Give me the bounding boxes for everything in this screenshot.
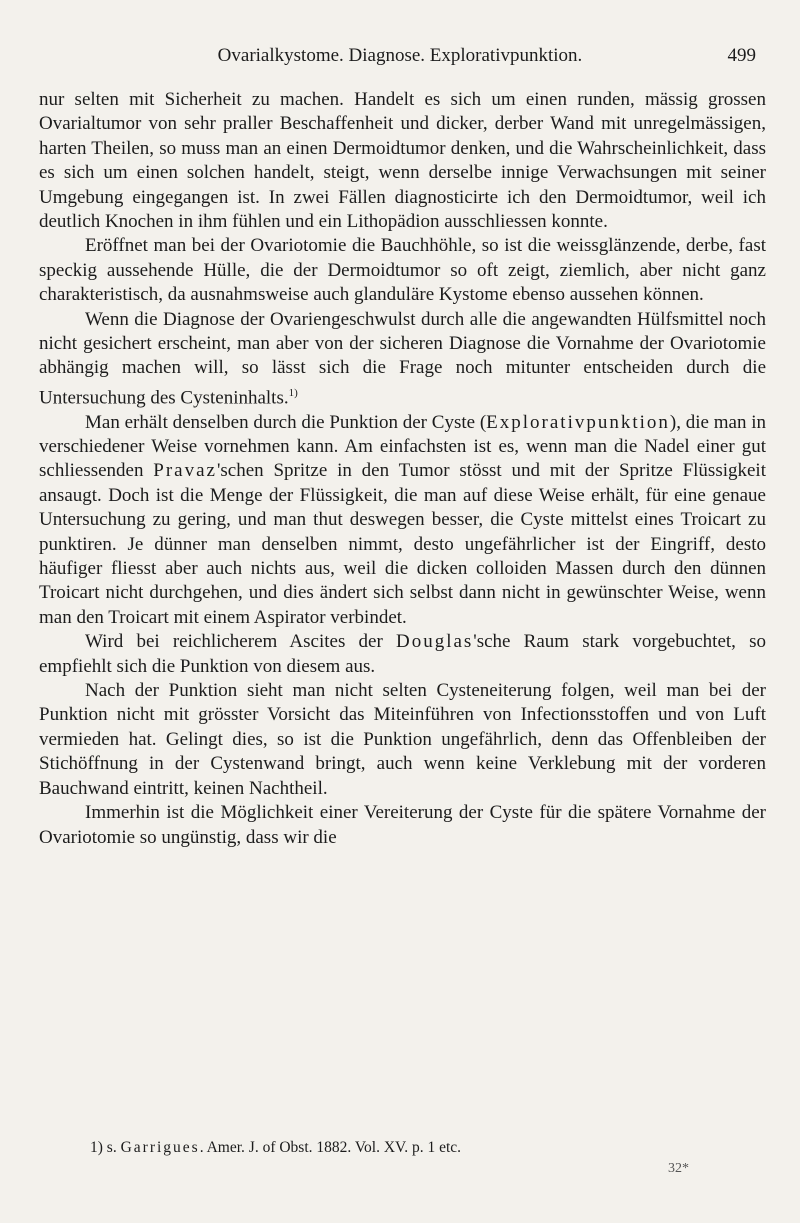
- printer-signature: 32*: [668, 1161, 689, 1176]
- paragraph-3-text: Wenn die Diagnose der Ovariengeschwulst durch alle die angewandten Hülfsmittel noch nicht gesichert erscheint, man aber von der sicheren Diagnose die Vornahme der Ovariotomie abhängig machen will, so lässt sich die Frage noch mitunter entscheiden durch die Untersuchung des Cysteninhalts.: [39, 308, 766, 409]
- body-text: [39, 88, 766, 850]
- paragraph-4-part-b: ), die man in verschiedener Weise vornehmen kann. Am einfachsten ist es, wenn man die Nadel einer gut schliessenden: [39, 411, 767, 482]
- term-explorativpunktion: Explorativpunktion: [486, 411, 670, 433]
- paragraph-3: [39, 308, 766, 411]
- footnote-marker: 1) s.: [90, 1139, 121, 1156]
- page-number: 499: [727, 45, 756, 66]
- paragraph-5-part-b: 'sche Raum stark vorgebuchtet, so empfiehlt sich die Punktion von diesem aus.: [39, 631, 766, 677]
- paragraph-4-part-c: 'schen Spritze in den Tumor stösst und mit der Spritze Flüssigkeit ansaugt. Doch ist die Menge der Flüssigkeit, die man auf diese Weise erhält, für eine genaue Untersuchung zu gering, und man thut deswegen besser, die Cyste mittelst eines Troicart zu punktiren. Je dünner man denselben nimmt, desto ungefährlicher ist der Eingriff, desto häufiger fliesst aber auch nichts aus, weil die dicken colloiden Massen durch den dünnen Troicart nicht durchgehen, und dies ändert sich selbst dann nicht in gewünschter Weise, wenn man den Troicart mit einem Aspirator verbindet.: [39, 460, 766, 628]
- paragraph-4-part-a: Man erhält denselben durch die Punktion der Cyste (: [85, 411, 487, 433]
- name-douglas: Douglas: [395, 631, 474, 653]
- running-title: Ovarialkystome. Diagnose. Explorativpunktion.: [217, 45, 583, 66]
- footnote-reference: 1): [288, 386, 298, 399]
- footnote: [90, 1138, 770, 1158]
- paragraph-5-part-a: Wird bei reichlicherem Ascites der: [85, 631, 396, 653]
- paragraph-1: nur selten mit Sicherheit zu machen. Handelt es sich um einen runden, mässig grossen Ovarialtumor von sehr praller Beschaffenheit und dicker, derber Wand mit unregelmässigen, harten Theilen, so muss man an einen Dermoidtumor denken, und die Wahrscheinlichkeit, dass es sich um einen solchen handelt, steigt, wenn derselbe innige Verwachsungen mit seiner Umgebung eingegangen ist. In zwei Fällen diagnosticirte ich den Dermoidtumor, weil ich deutlich Knochen in ihm fühlen und ein Lithopädion ausschliessen konnte.: [39, 89, 766, 233]
- name-pravaz: Pravaz: [153, 460, 217, 482]
- paragraph-4: [39, 411, 766, 631]
- paragraph-2: Eröffnet man bei der Ovariotomie die Bauchhöhle, so ist die weissglänzende, derbe, fast speckig aussehende Hülle, die der Dermoidtumor so oft zeigt, ziemlich, aber nicht ganz charakteristisch, da ausnahmsweise auch glanduläre Kystome ebenso aussehen können.: [39, 235, 766, 306]
- footnote-author: Garrigues: [120, 1139, 200, 1156]
- paragraph-5: [39, 630, 766, 679]
- footnote-citation: . Amer. J. of Obst. 1882. Vol. XV. p. 1 etc.: [199, 1139, 462, 1156]
- paragraph-7: Immerhin ist die Möglichkeit einer Vereiterung der Cyste für die spätere Vornahme der Ovariotomie so ungünstig, dass wir die: [39, 802, 766, 848]
- paragraph-6: Nach der Punktion sieht man nicht selten Cysteneiterung folgen, weil man bei der Punktion nicht mit grösster Vorsicht das Miteinführen von Infectionsstoffen und von Luft vermieden hat. Gelingt dies, so ist die Punktion ungefährlich, denn das Offenbleiben der Stichöffnung in der Cystenwand bringt, auch wenn keine Verklebung mit der vorderen Bauchwand eintritt, keinen Nachtheil.: [39, 680, 766, 799]
